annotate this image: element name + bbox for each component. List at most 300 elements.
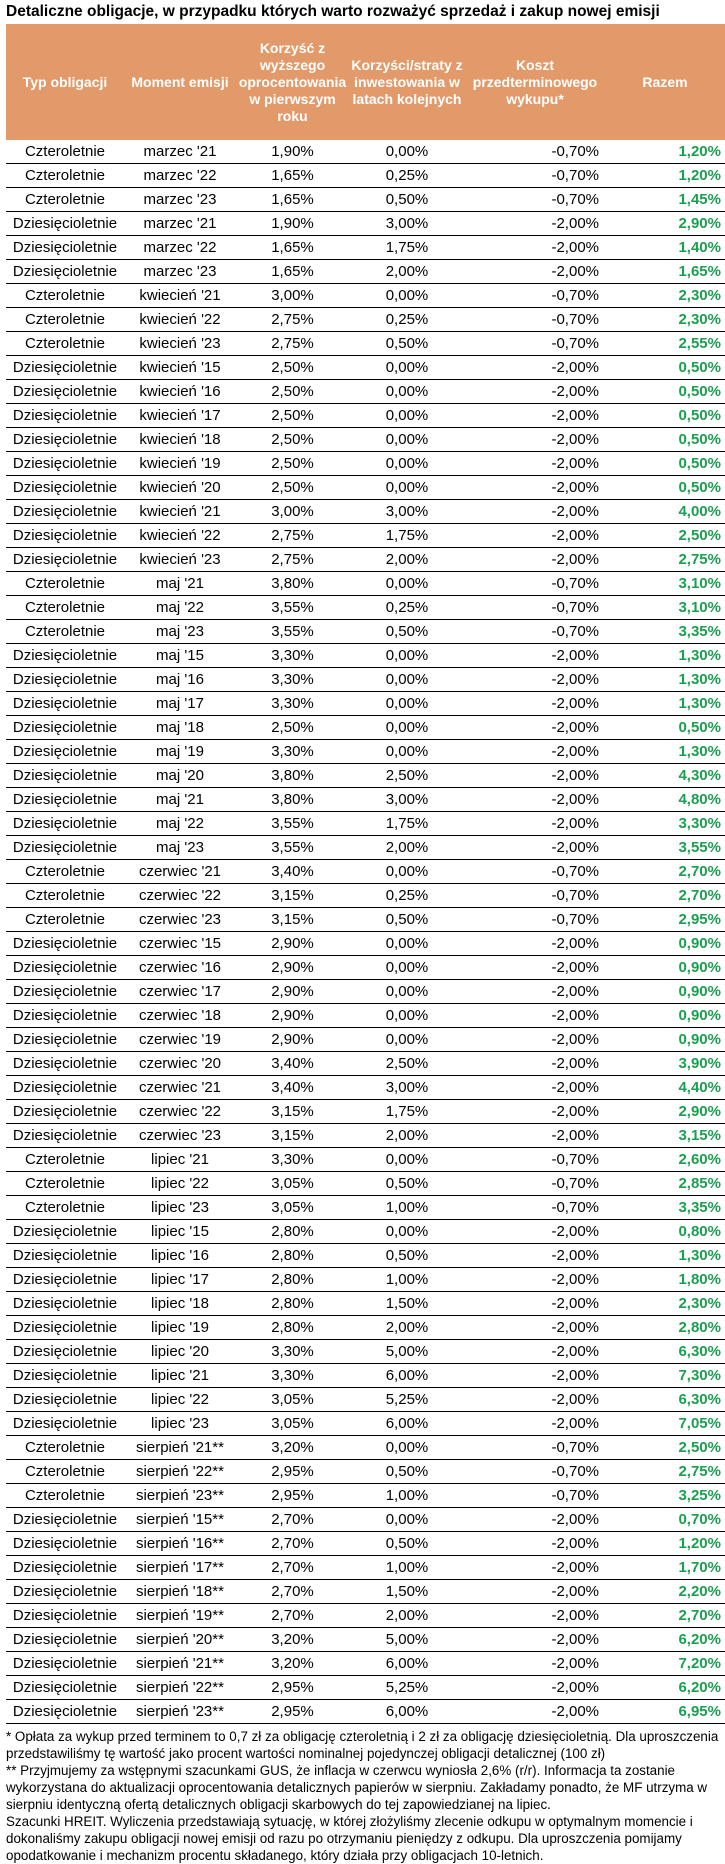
table-row	[6, 356, 725, 380]
cell-korzysc: 2,95%	[236, 1700, 349, 1724]
cell-moment: kwiecień '16	[124, 380, 236, 404]
cell-koszt: -2,00%	[465, 980, 605, 1004]
cell-koszt: -2,00%	[465, 1100, 605, 1124]
cell-koszt: -2,00%	[465, 932, 605, 956]
cell-razem: 3,25%	[605, 1484, 725, 1508]
cell-typ: Dziesięcioletnie	[6, 500, 124, 524]
cell-razem: 4,30%	[605, 764, 725, 788]
cell-korzysci-straty: 5,25%	[349, 1676, 465, 1700]
cell-korzysc: 2,75%	[236, 332, 349, 356]
cell-korzysci-straty: 0,00%	[349, 740, 465, 764]
cell-korzysci-straty: 0,00%	[349, 452, 465, 476]
cell-korzysc: 1,65%	[236, 236, 349, 260]
cell-koszt: -2,00%	[465, 788, 605, 812]
cell-typ: Dziesięcioletnie	[6, 212, 124, 236]
cell-razem: 0,50%	[605, 452, 725, 476]
cell-koszt: -2,00%	[465, 380, 605, 404]
cell-koszt: -2,00%	[465, 524, 605, 548]
cell-moment: maj '23	[124, 620, 236, 644]
cell-korzysc: 2,75%	[236, 524, 349, 548]
cell-razem: 0,90%	[605, 1028, 725, 1052]
cell-moment: marzec '22	[124, 236, 236, 260]
cell-typ: Dziesięcioletnie	[6, 260, 124, 284]
cell-koszt: -0,70%	[465, 620, 605, 644]
cell-razem: 4,80%	[605, 788, 725, 812]
cell-koszt: -2,00%	[465, 404, 605, 428]
cell-koszt: -2,00%	[465, 1004, 605, 1028]
cell-korzysci-straty: 3,00%	[349, 1076, 465, 1100]
table-row	[6, 1484, 725, 1508]
table-row	[6, 1220, 725, 1244]
cell-korzysci-straty: 0,00%	[349, 572, 465, 596]
cell-koszt: -2,00%	[465, 1412, 605, 1436]
cell-typ: Dziesięcioletnie	[6, 1604, 124, 1628]
cell-moment: sierpień '20**	[124, 1628, 236, 1652]
table-row	[6, 956, 725, 980]
cell-korzysc: 3,05%	[236, 1388, 349, 1412]
cell-moment: lipiec '19	[124, 1316, 236, 1340]
cell-korzysci-straty: 0,50%	[349, 332, 465, 356]
header-korzysci-straty: Korzyści/straty z inwestowania w latach kolejnych	[349, 24, 465, 140]
cell-koszt: -2,00%	[465, 1628, 605, 1652]
cell-koszt: -0,70%	[465, 884, 605, 908]
table-row	[6, 452, 725, 476]
table-row	[6, 140, 725, 164]
table-row	[6, 524, 725, 548]
cell-koszt: -0,70%	[465, 1148, 605, 1172]
table-row	[6, 1004, 725, 1028]
table-row	[6, 212, 725, 236]
table-row	[6, 428, 725, 452]
cell-typ: Czteroletnie	[6, 1436, 124, 1460]
table-row	[6, 644, 725, 668]
cell-koszt: -2,00%	[465, 1580, 605, 1604]
table-row	[6, 1556, 725, 1580]
cell-korzysc: 2,50%	[236, 428, 349, 452]
cell-korzysci-straty: 0,50%	[349, 620, 465, 644]
table-row	[6, 1028, 725, 1052]
cell-razem: 2,95%	[605, 908, 725, 932]
cell-korzysc: 2,70%	[236, 1508, 349, 1532]
cell-korzysci-straty: 0,00%	[349, 284, 465, 308]
cell-moment: czerwiec '22	[124, 1100, 236, 1124]
cell-moment: lipiec '16	[124, 1244, 236, 1268]
cell-razem: 2,60%	[605, 1148, 725, 1172]
cell-korzysc: 1,65%	[236, 164, 349, 188]
cell-koszt: -0,70%	[465, 140, 605, 164]
cell-moment: kwiecień '22	[124, 308, 236, 332]
cell-typ: Czteroletnie	[6, 908, 124, 932]
cell-razem: 3,10%	[605, 572, 725, 596]
cell-koszt: -0,70%	[465, 308, 605, 332]
cell-moment: sierpień '17**	[124, 1556, 236, 1580]
table-row	[6, 380, 725, 404]
cell-korzysc: 3,30%	[236, 692, 349, 716]
table-row	[6, 1652, 725, 1676]
cell-typ: Dziesięcioletnie	[6, 1004, 124, 1028]
cell-typ: Czteroletnie	[6, 284, 124, 308]
cell-razem: 1,30%	[605, 644, 725, 668]
cell-moment: maj '19	[124, 740, 236, 764]
cell-koszt: -2,00%	[465, 548, 605, 572]
table-row	[6, 1172, 725, 1196]
header-koszt: Koszt przedterminowego wykupu*	[465, 24, 605, 140]
cell-korzysc: 1,65%	[236, 188, 349, 212]
cell-moment: czerwiec '15	[124, 932, 236, 956]
cell-typ: Dziesięcioletnie	[6, 740, 124, 764]
cell-typ: Dziesięcioletnie	[6, 1052, 124, 1076]
cell-moment: kwiecień '19	[124, 452, 236, 476]
cell-moment: czerwiec '21	[124, 860, 236, 884]
cell-moment: lipiec '20	[124, 1340, 236, 1364]
cell-korzysc: 2,80%	[236, 1316, 349, 1340]
cell-korzysci-straty: 2,00%	[349, 1604, 465, 1628]
cell-razem: 1,70%	[605, 1556, 725, 1580]
cell-korzysc: 2,80%	[236, 1292, 349, 1316]
cell-korzysc: 3,15%	[236, 884, 349, 908]
cell-typ: Czteroletnie	[6, 164, 124, 188]
cell-korzysci-straty: 0,00%	[349, 644, 465, 668]
cell-razem: 6,95%	[605, 1700, 725, 1724]
cell-korzysci-straty: 0,50%	[349, 1460, 465, 1484]
table-title: Detaliczne obligacje, w przypadku których warto rozważyć sprzedaż i zakup nowej emisji	[6, 3, 660, 20]
table-row	[6, 332, 725, 356]
cell-koszt: -2,00%	[465, 1700, 605, 1724]
cell-korzysci-straty: 1,75%	[349, 812, 465, 836]
cell-korzysc: 2,75%	[236, 308, 349, 332]
cell-moment: kwiecień '18	[124, 428, 236, 452]
cell-razem: 4,40%	[605, 1076, 725, 1100]
cell-moment: sierpień '19**	[124, 1604, 236, 1628]
cell-moment: marzec '23	[124, 260, 236, 284]
table-row	[6, 1532, 725, 1556]
table-row	[6, 284, 725, 308]
cell-korzysc: 2,50%	[236, 716, 349, 740]
cell-moment: marzec '21	[124, 212, 236, 236]
cell-razem: 0,50%	[605, 428, 725, 452]
table-row	[6, 812, 725, 836]
cell-typ: Dziesięcioletnie	[6, 452, 124, 476]
cell-typ: Dziesięcioletnie	[6, 548, 124, 572]
cell-typ: Dziesięcioletnie	[6, 1580, 124, 1604]
cell-koszt: -2,00%	[465, 1028, 605, 1052]
cell-moment: sierpień '22**	[124, 1676, 236, 1700]
cell-korzysc: 2,80%	[236, 1220, 349, 1244]
cell-typ: Dziesięcioletnie	[6, 1124, 124, 1148]
cell-koszt: -2,00%	[465, 1076, 605, 1100]
cell-korzysc: 3,00%	[236, 500, 349, 524]
cell-razem: 0,90%	[605, 980, 725, 1004]
cell-koszt: -2,00%	[465, 500, 605, 524]
cell-korzysci-straty: 5,00%	[349, 1628, 465, 1652]
cell-razem: 2,30%	[605, 308, 725, 332]
cell-razem: 0,90%	[605, 932, 725, 956]
cell-koszt: -2,00%	[465, 644, 605, 668]
cell-moment: czerwiec '18	[124, 1004, 236, 1028]
table-row	[6, 884, 725, 908]
cell-razem: 0,50%	[605, 716, 725, 740]
cell-moment: sierpień '23**	[124, 1484, 236, 1508]
cell-koszt: -0,70%	[465, 1172, 605, 1196]
cell-razem: 7,30%	[605, 1364, 725, 1388]
cell-moment: sierpień '16**	[124, 1532, 236, 1556]
cell-moment: maj '20	[124, 764, 236, 788]
cell-korzysci-straty: 0,00%	[349, 380, 465, 404]
cell-typ: Dziesięcioletnie	[6, 956, 124, 980]
cell-moment: czerwiec '23	[124, 1124, 236, 1148]
cell-moment: kwiecień '23	[124, 548, 236, 572]
cell-moment: czerwiec '21	[124, 1076, 236, 1100]
cell-korzysci-straty: 2,00%	[349, 1124, 465, 1148]
cell-razem: 6,20%	[605, 1628, 725, 1652]
cell-korzysc: 3,80%	[236, 572, 349, 596]
table-header-row	[6, 24, 725, 140]
cell-typ: Czteroletnie	[6, 596, 124, 620]
cell-moment: maj '21	[124, 788, 236, 812]
cell-typ: Dziesięcioletnie	[6, 1556, 124, 1580]
cell-razem: 3,10%	[605, 596, 725, 620]
cell-typ: Dziesięcioletnie	[6, 1292, 124, 1316]
cell-typ: Czteroletnie	[6, 884, 124, 908]
cell-razem: 1,65%	[605, 260, 725, 284]
table-row	[6, 1148, 725, 1172]
cell-moment: sierpień '15**	[124, 1508, 236, 1532]
cell-korzysc: 2,70%	[236, 1532, 349, 1556]
cell-typ: Dziesięcioletnie	[6, 1340, 124, 1364]
cell-moment: marzec '22	[124, 164, 236, 188]
cell-korzysci-straty: 0,00%	[349, 1148, 465, 1172]
table-row	[6, 500, 725, 524]
cell-moment: lipiec '21	[124, 1364, 236, 1388]
cell-moment: lipiec '23	[124, 1412, 236, 1436]
cell-typ: Czteroletnie	[6, 308, 124, 332]
cell-razem: 1,20%	[605, 140, 725, 164]
table-row	[6, 1460, 725, 1484]
table-row	[6, 1292, 725, 1316]
cell-typ: Dziesięcioletnie	[6, 1244, 124, 1268]
cell-typ: Dziesięcioletnie	[6, 1628, 124, 1652]
cell-korzysc: 2,80%	[236, 1244, 349, 1268]
cell-moment: lipiec '15	[124, 1220, 236, 1244]
cell-razem: 0,50%	[605, 476, 725, 500]
cell-moment: sierpień '21**	[124, 1436, 236, 1460]
cell-korzysci-straty: 0,25%	[349, 164, 465, 188]
cell-korzysci-straty: 1,00%	[349, 1484, 465, 1508]
cell-korzysc: 3,15%	[236, 1100, 349, 1124]
cell-korzysc: 1,90%	[236, 212, 349, 236]
cell-korzysci-straty: 0,00%	[349, 860, 465, 884]
cell-typ: Czteroletnie	[6, 188, 124, 212]
cell-typ: Dziesięcioletnie	[6, 812, 124, 836]
cell-korzysci-straty: 0,50%	[349, 1172, 465, 1196]
cell-razem: 6,20%	[605, 1676, 725, 1700]
cell-moment: sierpień '22**	[124, 1460, 236, 1484]
table-row	[6, 1196, 725, 1220]
cell-korzysc: 3,30%	[236, 1340, 349, 1364]
cell-korzysci-straty: 2,00%	[349, 836, 465, 860]
cell-korzysci-straty: 2,00%	[349, 260, 465, 284]
table-row	[6, 1412, 725, 1436]
cell-typ: Dziesięcioletnie	[6, 1100, 124, 1124]
cell-korzysc: 2,95%	[236, 1484, 349, 1508]
cell-koszt: -0,70%	[465, 284, 605, 308]
table-row	[6, 404, 725, 428]
table-body	[6, 140, 725, 1724]
table-row	[6, 1052, 725, 1076]
cell-typ: Dziesięcioletnie	[6, 404, 124, 428]
cell-koszt: -2,00%	[465, 1364, 605, 1388]
cell-typ: Dziesięcioletnie	[6, 692, 124, 716]
cell-korzysc: 2,80%	[236, 1268, 349, 1292]
cell-razem: 1,45%	[605, 188, 725, 212]
cell-moment: czerwiec '20	[124, 1052, 236, 1076]
cell-typ: Dziesięcioletnie	[6, 1676, 124, 1700]
table-row	[6, 668, 725, 692]
cell-typ: Dziesięcioletnie	[6, 236, 124, 260]
cell-korzysci-straty: 2,00%	[349, 548, 465, 572]
cell-razem: 4,00%	[605, 500, 725, 524]
cell-moment: lipiec '21	[124, 1148, 236, 1172]
cell-korzysci-straty: 0,00%	[349, 692, 465, 716]
cell-koszt: -2,00%	[465, 1220, 605, 1244]
cell-razem: 3,35%	[605, 1196, 725, 1220]
cell-koszt: -0,70%	[465, 1196, 605, 1220]
cell-korzysci-straty: 1,00%	[349, 1556, 465, 1580]
cell-korzysci-straty: 5,00%	[349, 1340, 465, 1364]
cell-typ: Dziesięcioletnie	[6, 1076, 124, 1100]
footnote: * Opłata za wykup przed terminem to 0,7 zł za obligację czteroletnią i 2 zł za obligację dziesięcioletnią. Dla uproszczenia przedstawiliśmy tę wartość jako procent wartości nominalnej pojedynczej obligacji detalicznej (100 zł)	[6, 1729, 719, 1761]
cell-koszt: -2,00%	[465, 764, 605, 788]
cell-typ: Czteroletnie	[6, 140, 124, 164]
cell-korzysci-straty: 6,00%	[349, 1412, 465, 1436]
cell-typ: Dziesięcioletnie	[6, 1268, 124, 1292]
cell-korzysc: 3,30%	[236, 1148, 349, 1172]
cell-korzysc: 3,80%	[236, 788, 349, 812]
cell-moment: lipiec '23	[124, 1196, 236, 1220]
table-row	[6, 476, 725, 500]
cell-typ: Dziesięcioletnie	[6, 1508, 124, 1532]
cell-moment: marzec '23	[124, 188, 236, 212]
cell-korzysc: 3,30%	[236, 1364, 349, 1388]
table-row	[6, 716, 725, 740]
cell-koszt: -2,00%	[465, 236, 605, 260]
cell-korzysci-straty: 3,00%	[349, 212, 465, 236]
cell-koszt: -2,00%	[465, 716, 605, 740]
cell-moment: lipiec '22	[124, 1388, 236, 1412]
cell-razem: 2,50%	[605, 524, 725, 548]
cell-korzysc: 3,55%	[236, 812, 349, 836]
cell-razem: 2,50%	[605, 1436, 725, 1460]
footnote: Szacunki HREIT. Wyliczenia przedstawiają sytuację, w której złożyliśmy zlecenie odkupu w optymalnym momencie i dokonaliśmy zakupu obligacji nowej emisji od razu po otrzymaniu pieniędzy z odkupu. Dla uproszczenia pomijamy opodatkowanie i mechanizm procentu składanego, który działa przy obligacjach 10-letnich.	[6, 1814, 693, 1863]
cell-typ: Dziesięcioletnie	[6, 1700, 124, 1724]
cell-koszt: -2,00%	[465, 836, 605, 860]
cell-koszt: -2,00%	[465, 1124, 605, 1148]
cell-moment: kwiecień '17	[124, 404, 236, 428]
cell-typ: Dziesięcioletnie	[6, 380, 124, 404]
cell-razem: 1,30%	[605, 692, 725, 716]
cell-typ: Czteroletnie	[6, 1196, 124, 1220]
cell-korzysc: 2,95%	[236, 1676, 349, 1700]
table-row	[6, 1436, 725, 1460]
cell-razem: 3,55%	[605, 836, 725, 860]
cell-korzysc: 3,80%	[236, 764, 349, 788]
cell-korzysc: 3,40%	[236, 1076, 349, 1100]
cell-koszt: -2,00%	[465, 668, 605, 692]
cell-koszt: -0,70%	[465, 332, 605, 356]
table-row	[6, 1124, 725, 1148]
cell-koszt: -2,00%	[465, 212, 605, 236]
cell-korzysc: 3,05%	[236, 1196, 349, 1220]
header-razem: Razem	[605, 24, 725, 140]
cell-korzysci-straty: 0,50%	[349, 1532, 465, 1556]
cell-moment: maj '15	[124, 644, 236, 668]
cell-korzysci-straty: 1,75%	[349, 524, 465, 548]
table-row	[6, 692, 725, 716]
cell-koszt: -2,00%	[465, 1052, 605, 1076]
cell-moment: kwiecień '21	[124, 284, 236, 308]
cell-koszt: -2,00%	[465, 740, 605, 764]
cell-typ: Dziesięcioletnie	[6, 932, 124, 956]
cell-typ: Dziesięcioletnie	[6, 644, 124, 668]
table-row	[6, 740, 725, 764]
cell-korzysc: 2,50%	[236, 476, 349, 500]
table-row	[6, 788, 725, 812]
cell-korzysc: 2,95%	[236, 1460, 349, 1484]
cell-korzysc: 3,55%	[236, 836, 349, 860]
cell-typ: Dziesięcioletnie	[6, 1652, 124, 1676]
cell-typ: Dziesięcioletnie	[6, 668, 124, 692]
cell-koszt: -2,00%	[465, 812, 605, 836]
cell-moment: sierpień '18**	[124, 1580, 236, 1604]
cell-typ: Dziesięcioletnie	[6, 1316, 124, 1340]
cell-koszt: -2,00%	[465, 428, 605, 452]
cell-moment: czerwiec '22	[124, 884, 236, 908]
cell-moment: marzec '21	[124, 140, 236, 164]
cell-koszt: -2,00%	[465, 1556, 605, 1580]
cell-korzysci-straty: 0,50%	[349, 1244, 465, 1268]
table-row	[6, 1076, 725, 1100]
table-row	[6, 620, 725, 644]
cell-korzysc: 2,70%	[236, 1556, 349, 1580]
cell-typ: Czteroletnie	[6, 332, 124, 356]
cell-razem: 2,85%	[605, 1172, 725, 1196]
footnotes	[0, 1724, 725, 1864]
table-row	[6, 1268, 725, 1292]
cell-koszt: -0,70%	[465, 860, 605, 884]
cell-korzysc: 3,15%	[236, 1124, 349, 1148]
cell-korzysc: 2,90%	[236, 956, 349, 980]
table-row	[6, 908, 725, 932]
cell-moment: maj '21	[124, 572, 236, 596]
cell-typ: Dziesięcioletnie	[6, 1532, 124, 1556]
table-row	[6, 1244, 725, 1268]
cell-razem: 6,30%	[605, 1388, 725, 1412]
cell-moment: kwiecień '23	[124, 332, 236, 356]
cell-korzysci-straty: 5,25%	[349, 1388, 465, 1412]
cell-korzysc: 3,30%	[236, 740, 349, 764]
table-row	[6, 1508, 725, 1532]
table-row	[6, 188, 725, 212]
cell-razem: 2,30%	[605, 1292, 725, 1316]
cell-razem: 0,50%	[605, 356, 725, 380]
cell-razem: 3,90%	[605, 1052, 725, 1076]
table-row	[6, 1676, 725, 1700]
cell-korzysci-straty: 0,00%	[349, 1508, 465, 1532]
cell-moment: lipiec '22	[124, 1172, 236, 1196]
cell-korzysc: 3,55%	[236, 596, 349, 620]
cell-razem: 3,35%	[605, 620, 725, 644]
cell-razem: 2,90%	[605, 1100, 725, 1124]
